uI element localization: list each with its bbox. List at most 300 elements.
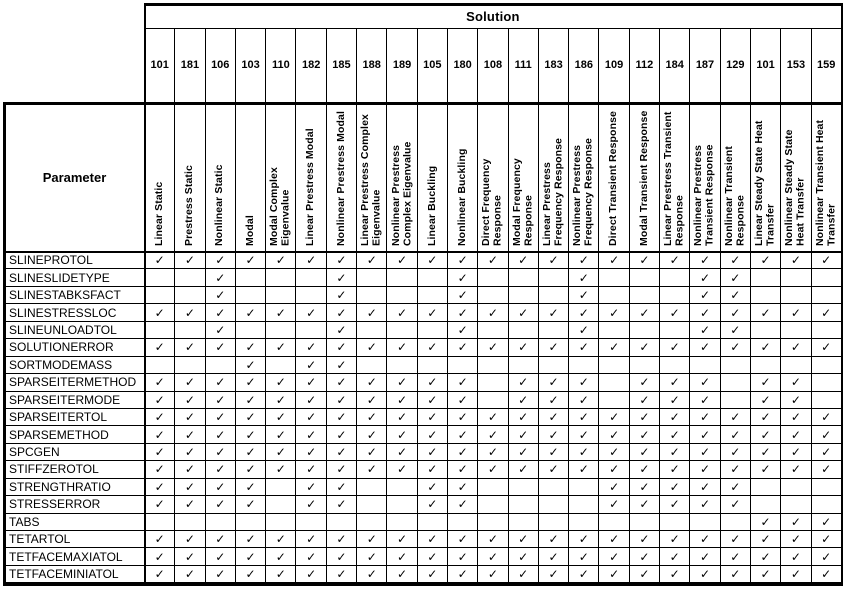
empty-cell (478, 322, 508, 339)
table-border-right (841, 3, 844, 586)
solution-name-cell (145, 103, 175, 252)
rotated-label: Linear Prestress Frequency Response (541, 138, 565, 246)
check-cell (448, 339, 478, 356)
empty-cell (478, 392, 508, 409)
checkmark-icon: ✓ (578, 462, 589, 477)
checkmark-icon: ✓ (699, 305, 711, 320)
check-cell (721, 548, 751, 565)
check-cell (721, 426, 751, 443)
check-cell (751, 461, 781, 478)
checkmark-icon: ✓ (245, 340, 256, 355)
empty-cell (236, 514, 266, 531)
check-cell (812, 339, 842, 356)
check-cell (569, 374, 599, 391)
check-cell (690, 339, 720, 356)
solution-name-cell (690, 103, 720, 252)
checkmark-icon: ✓ (760, 445, 771, 460)
checkmark-icon: ✓ (699, 253, 711, 268)
checkmark-icon: ✓ (366, 532, 377, 547)
check-cell (266, 392, 296, 409)
check-cell (206, 531, 236, 548)
checkmark-icon: ✓ (215, 288, 226, 303)
checkmark-icon: ✓ (184, 427, 195, 442)
checkmark-icon: ✓ (396, 253, 408, 268)
empty-cell (448, 357, 478, 374)
check-cell (236, 426, 266, 443)
empty-cell (509, 496, 539, 513)
check-cell (812, 548, 842, 565)
empty-cell (630, 269, 660, 286)
check-cell (569, 548, 599, 565)
checkmark-icon: ✓ (518, 445, 529, 460)
check-cell (690, 409, 720, 426)
check-cell (296, 548, 326, 565)
checkmark-icon: ✓ (790, 462, 801, 477)
checkmark-icon: ✓ (699, 392, 711, 407)
empty-cell (660, 322, 690, 339)
empty-cell (145, 357, 175, 374)
check-cell (206, 548, 236, 565)
check-cell (448, 269, 478, 286)
checkmark-icon: ✓ (578, 567, 589, 582)
checkmark-icon: ✓ (699, 288, 711, 303)
checkmark-icon: ✓ (245, 427, 256, 442)
check-cell (781, 531, 811, 548)
checkmark-icon: ✓ (730, 340, 741, 355)
solution-number-cell: 110 (266, 29, 296, 104)
checkmark-icon: ✓ (245, 253, 256, 268)
checkmark-icon: ✓ (306, 549, 317, 564)
checkmark-icon: ✓ (306, 445, 317, 460)
checkmark-icon: ✓ (760, 427, 771, 442)
checkmark-icon: ✓ (669, 567, 680, 582)
parameter-name-cell: SLINESLIDETYPE (5, 269, 145, 286)
parameter-name-cell: TABS (5, 514, 145, 531)
check-cell (781, 304, 811, 321)
checkmark-icon: ✓ (730, 567, 741, 582)
check-cell (327, 531, 357, 548)
checkmark-icon: ✓ (821, 445, 832, 460)
empty-cell (478, 374, 508, 391)
empty-cell (599, 514, 629, 531)
check-cell (781, 339, 811, 356)
checkmark-icon: ✓ (245, 462, 256, 477)
empty-cell (509, 514, 539, 531)
check-cell (781, 392, 811, 409)
check-cell (721, 531, 751, 548)
empty-cell (387, 269, 417, 286)
check-cell (418, 304, 448, 321)
checkmark-icon: ✓ (578, 532, 589, 547)
empty-cell (478, 479, 508, 496)
check-cell (690, 304, 720, 321)
checkmark-icon: ✓ (215, 322, 226, 337)
check-cell (327, 426, 357, 443)
checkmark-icon: ✓ (184, 549, 195, 564)
check-cell (296, 339, 326, 356)
checkmark-icon: ✓ (821, 410, 832, 425)
checkmark-icon: ✓ (487, 253, 498, 268)
parameter-header: Parameter (5, 103, 145, 252)
check-cell (296, 304, 326, 321)
check-cell (448, 287, 478, 304)
checkmark-icon: ✓ (578, 288, 589, 303)
solution-name-cell (175, 103, 205, 252)
check-cell (296, 566, 326, 583)
solution-number-cell: 186 (569, 29, 599, 104)
checkmark-icon: ✓ (790, 532, 801, 547)
empty-cell (478, 269, 508, 286)
checkmark-icon: ✓ (215, 392, 226, 407)
check-cell (478, 409, 508, 426)
checkmark-icon: ✓ (669, 340, 680, 355)
checkmark-icon: ✓ (427, 462, 438, 477)
empty-cell (357, 287, 387, 304)
checkmark-icon: ✓ (730, 322, 741, 337)
check-cell (721, 566, 751, 583)
check-cell (145, 479, 175, 496)
checkmark-icon: ✓ (215, 497, 226, 512)
empty-cell (387, 322, 417, 339)
check-cell (599, 304, 629, 321)
empty-cell (387, 357, 417, 374)
check-cell (478, 426, 508, 443)
check-cell (478, 461, 508, 478)
checkmark-icon: ✓ (760, 410, 771, 425)
check-cell (327, 479, 357, 496)
checkmark-icon: ✓ (639, 410, 650, 425)
checkmark-icon: ✓ (548, 392, 559, 407)
check-cell (751, 514, 781, 531)
check-cell (630, 548, 660, 565)
checkmark-icon: ✓ (154, 445, 165, 460)
checkmark-icon: ✓ (669, 549, 680, 564)
checkmark-icon: ✓ (518, 305, 529, 320)
checkmark-icon: ✓ (821, 532, 832, 547)
checkmark-icon: ✓ (821, 253, 832, 268)
solution-number-cell: 106 (206, 29, 236, 104)
check-cell (509, 392, 539, 409)
check-cell (387, 548, 417, 565)
check-cell (630, 339, 660, 356)
check-cell (418, 409, 448, 426)
check-cell (751, 374, 781, 391)
checkmark-icon: ✓ (548, 253, 559, 268)
check-cell (418, 374, 448, 391)
checkmark-icon: ✓ (699, 479, 711, 494)
check-cell (569, 531, 599, 548)
check-cell (539, 304, 569, 321)
checkmark-icon: ✓ (184, 253, 195, 268)
check-cell (357, 392, 387, 409)
check-cell (266, 409, 296, 426)
check-cell (478, 339, 508, 356)
checkmark-icon: ✓ (639, 549, 650, 564)
check-cell (781, 566, 811, 583)
empty-cell (539, 357, 569, 374)
checkmark-icon: ✓ (609, 445, 620, 460)
check-cell (175, 531, 205, 548)
check-cell (812, 461, 842, 478)
checkmark-icon: ✓ (245, 497, 256, 512)
checkmark-icon: ✓ (578, 270, 589, 285)
check-cell (296, 461, 326, 478)
check-cell (448, 374, 478, 391)
checkmark-icon: ✓ (639, 479, 650, 494)
check-cell (206, 269, 236, 286)
empty-cell (296, 514, 326, 531)
checkmark-icon: ✓ (184, 479, 195, 494)
checkmark-icon: ✓ (396, 392, 408, 407)
checkmark-icon: ✓ (730, 479, 741, 494)
check-cell (781, 461, 811, 478)
check-cell (660, 374, 690, 391)
table-divider-header-top (3, 102, 843, 104)
check-cell (630, 444, 660, 461)
check-cell (418, 339, 448, 356)
checkmark-icon: ✓ (184, 392, 195, 407)
check-cell (599, 548, 629, 565)
checkmark-icon: ✓ (639, 532, 650, 547)
checkmark-icon: ✓ (821, 305, 832, 320)
checkmark-icon: ✓ (487, 462, 498, 477)
check-cell (569, 339, 599, 356)
check-cell (206, 339, 236, 356)
checkmark-icon: ✓ (427, 410, 438, 425)
checkmark-icon: ✓ (306, 305, 317, 320)
check-cell (509, 374, 539, 391)
checkmark-icon: ✓ (336, 462, 347, 477)
checkmark-icon: ✓ (215, 410, 226, 425)
solution-number-cell: 112 (630, 29, 660, 104)
parameter-name-cell: SLINESTRESSLOC (5, 304, 145, 321)
check-cell (296, 479, 326, 496)
checkmark-icon: ✓ (366, 410, 377, 425)
checkmark-icon: ✓ (457, 427, 468, 442)
check-cell (206, 461, 236, 478)
check-cell (478, 252, 508, 269)
check-cell (418, 566, 448, 583)
check-cell (296, 357, 326, 374)
empty-cell (539, 496, 569, 513)
check-cell (781, 252, 811, 269)
check-cell (357, 461, 387, 478)
check-cell (327, 269, 357, 286)
rotated-label: Nonlinear Prestress Complex Eigenvalue (389, 141, 414, 246)
checkmark-icon: ✓ (366, 253, 377, 268)
checkmark-icon: ✓ (457, 567, 468, 582)
parameter-name-cell: SLINEUNLOADTOL (5, 322, 145, 339)
check-cell (266, 304, 296, 321)
table-border-bottom (3, 583, 843, 586)
checkmark-icon: ✓ (275, 427, 286, 442)
solution-number-cell: 184 (660, 29, 690, 104)
check-cell (206, 444, 236, 461)
checkmark-icon: ✓ (336, 392, 347, 407)
checkmark-icon: ✓ (215, 340, 226, 355)
checkmark-icon: ✓ (639, 427, 650, 442)
check-cell (145, 392, 175, 409)
solution-number-cell: 103 (236, 29, 266, 104)
checkmark-icon: ✓ (427, 479, 438, 494)
check-cell (509, 531, 539, 548)
check-cell (751, 426, 781, 443)
checkmark-icon: ✓ (790, 375, 801, 390)
solution-number-cell: 188 (357, 29, 387, 104)
checkmark-icon: ✓ (518, 392, 529, 407)
check-cell (175, 252, 205, 269)
solution-name-cell (387, 103, 417, 252)
checkmark-icon: ✓ (760, 392, 771, 407)
empty-cell (509, 322, 539, 339)
checkmark-icon: ✓ (457, 375, 468, 390)
empty-cell (418, 514, 448, 531)
checkmark-icon: ✓ (730, 462, 741, 477)
check-cell (660, 444, 690, 461)
checkmark-icon: ✓ (427, 340, 438, 355)
empty-cell (630, 287, 660, 304)
check-cell (387, 374, 417, 391)
check-cell (327, 409, 357, 426)
checkmark-icon: ✓ (548, 375, 559, 390)
checkmark-icon: ✓ (760, 462, 771, 477)
check-cell (599, 479, 629, 496)
parameter-name-cell: TETFACEMAXIATOL (5, 548, 145, 565)
empty-cell (387, 496, 417, 513)
check-cell (539, 392, 569, 409)
checkmark-icon: ✓ (427, 375, 438, 390)
check-cell (660, 339, 690, 356)
checkmark-icon: ✓ (275, 410, 286, 425)
check-cell (175, 426, 205, 443)
check-cell (539, 566, 569, 583)
check-cell (721, 409, 751, 426)
empty-cell (599, 287, 629, 304)
checkmark-icon: ✓ (609, 497, 620, 512)
check-cell (539, 444, 569, 461)
checkmark-icon: ✓ (306, 357, 317, 372)
rotated-label: Linear Static (152, 181, 165, 246)
checkmark-icon: ✓ (518, 532, 529, 547)
solution-name-cell (509, 103, 539, 252)
checkmark-icon: ✓ (699, 270, 711, 285)
checkmark-icon: ✓ (609, 340, 620, 355)
checkmark-icon: ✓ (245, 375, 256, 390)
check-cell (660, 392, 690, 409)
check-cell (418, 548, 448, 565)
empty-cell (630, 357, 660, 374)
check-cell (660, 426, 690, 443)
check-cell (509, 409, 539, 426)
solution-name-cell (599, 103, 629, 252)
checkmark-icon: ✓ (699, 340, 711, 355)
check-cell (448, 566, 478, 583)
check-cell (327, 357, 357, 374)
empty-cell (236, 269, 266, 286)
checkmark-icon: ✓ (760, 567, 771, 582)
checkmark-icon: ✓ (790, 427, 801, 442)
check-cell (599, 566, 629, 583)
check-cell (387, 392, 417, 409)
checkmark-icon: ✓ (306, 532, 317, 547)
checkmark-icon: ✓ (487, 445, 498, 460)
rotated-label: Nonlinear Transient Response (722, 146, 747, 246)
check-cell (478, 548, 508, 565)
empty-cell (357, 479, 387, 496)
checkmark-icon: ✓ (154, 427, 165, 442)
checkmark-icon: ✓ (457, 270, 468, 285)
check-cell (387, 531, 417, 548)
parameter-name-cell: STIFFZEROTOL (5, 461, 145, 478)
empty-cell (418, 322, 448, 339)
empty-cell (751, 357, 781, 374)
checkmark-icon: ✓ (669, 305, 680, 320)
solution-number-cell: 101 (145, 29, 175, 104)
parameter-name-cell: SPARSEITERMETHOD (5, 374, 145, 391)
checkmark-icon: ✓ (336, 479, 347, 494)
checkmark-icon: ✓ (821, 514, 832, 529)
checkmark-icon: ✓ (215, 427, 226, 442)
check-cell (569, 461, 599, 478)
empty-cell (721, 374, 751, 391)
empty-cell (357, 514, 387, 531)
check-cell (751, 444, 781, 461)
checkmark-icon: ✓ (578, 253, 589, 268)
empty-cell (357, 357, 387, 374)
check-cell (721, 252, 751, 269)
empty-cell (418, 287, 448, 304)
rotated-label: Nonlinear Buckling (455, 148, 468, 246)
check-cell (690, 252, 720, 269)
checkmark-icon: ✓ (457, 322, 468, 337)
check-cell (690, 444, 720, 461)
check-cell (812, 304, 842, 321)
check-cell (266, 426, 296, 443)
checkmark-icon: ✓ (396, 532, 408, 547)
checkmark-icon: ✓ (639, 445, 650, 460)
check-cell (630, 566, 660, 583)
checkmark-icon: ✓ (639, 253, 650, 268)
checkmark-icon: ✓ (154, 479, 165, 494)
checkmark-icon: ✓ (396, 462, 408, 477)
checkmark-icon: ✓ (699, 445, 711, 460)
parameter-name-cell: STRESSERROR (5, 496, 145, 513)
empty-cell (145, 514, 175, 531)
checkmark-icon: ✓ (336, 375, 347, 390)
solution-name-cell (721, 103, 751, 252)
checkmark-icon: ✓ (578, 340, 589, 355)
checkmark-icon: ✓ (336, 340, 347, 355)
empty-cell (266, 322, 296, 339)
check-cell (448, 304, 478, 321)
check-cell (145, 461, 175, 478)
rotated-label: Modal Transient Response (637, 110, 650, 246)
check-cell (236, 304, 266, 321)
empty-cell (569, 357, 599, 374)
parameter-name-cell: STRENGTHRATIO (5, 479, 145, 496)
check-cell (236, 374, 266, 391)
check-cell (448, 479, 478, 496)
checkmark-icon: ✓ (639, 305, 650, 320)
check-cell (539, 426, 569, 443)
checkmark-icon: ✓ (154, 497, 165, 512)
solution-number-cell: 185 (327, 29, 357, 104)
checkmark-icon: ✓ (275, 253, 286, 268)
check-cell (266, 531, 296, 548)
checkmark-icon: ✓ (336, 549, 347, 564)
check-cell (266, 339, 296, 356)
check-cell (175, 566, 205, 583)
